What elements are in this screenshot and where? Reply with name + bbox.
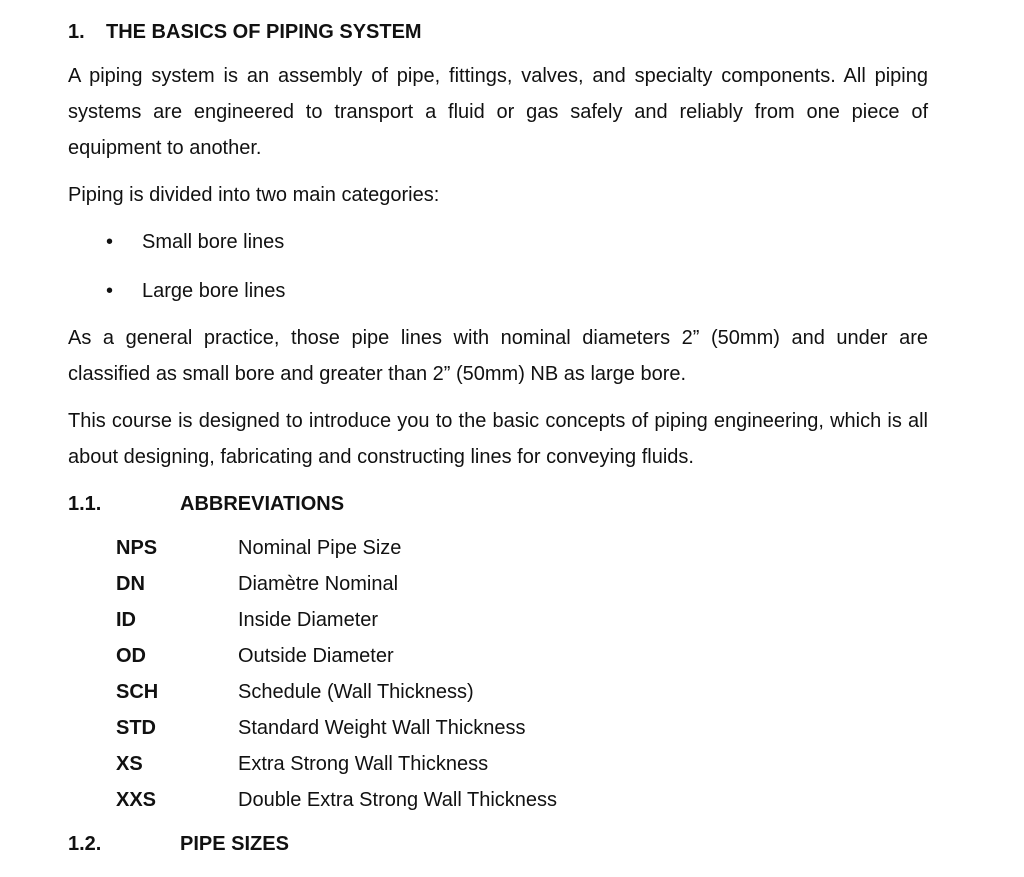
- intro-paragraph: A piping system is an assembly of pipe, fittings, valves, and specialty components. All piping systems are engineered to transport a fluid or gas safely and reliably from one piece of equipment to another.: [68, 65, 928, 159]
- abbreviation-meaning: Nominal Pipe Size: [238, 537, 402, 559]
- list-item: [68, 224, 928, 260]
- abbreviation-code: XS: [116, 753, 143, 775]
- table-row: [116, 746, 557, 782]
- abbreviation-meaning: Extra Strong Wall Thickness: [238, 753, 489, 775]
- table-row: [116, 602, 557, 638]
- abbreviation-meaning: Double Extra Strong Wall Thickness: [238, 789, 558, 811]
- abbreviation-code: DN: [116, 573, 145, 595]
- abbreviation-meaning: Inside Diameter: [238, 609, 379, 631]
- pipe-sizes-heading: [68, 832, 928, 856]
- table-row: [116, 674, 557, 710]
- table-row: [116, 530, 557, 566]
- practice-paragraph: As a general practice, those pipe lines with nominal diameters 2” (50mm) and under are classified as small bore and greater than 2” (50mm) NB as large bore.: [68, 327, 928, 385]
- abbreviation-code: SCH: [116, 681, 159, 703]
- table-row: [116, 710, 557, 746]
- abbreviation-code: STD: [116, 717, 156, 739]
- table-row: [116, 566, 557, 602]
- course-paragraph: This course is designed to introduce you to the basic concepts of piping engineering, which is all about designing, fabricating and constructing lines for conveying fluids.: [68, 410, 928, 468]
- bullet-icon: •: [106, 280, 114, 302]
- abbreviation-meaning: Diamètre Nominal: [238, 573, 399, 595]
- abbreviations-table: [116, 530, 557, 818]
- document-page: [68, 20, 928, 856]
- list-item-label: Large bore lines: [142, 280, 286, 302]
- list-item-label: Small bore lines: [142, 231, 285, 253]
- abbreviation-meaning: Outside Diameter: [238, 645, 394, 667]
- abbreviation-meaning: Standard Weight Wall Thickness: [238, 717, 526, 739]
- abbreviations-heading: [68, 492, 928, 516]
- table-row: [116, 638, 557, 674]
- categories-lead-paragraph: Piping is divided into two main categories:: [68, 184, 440, 206]
- category-list: [68, 224, 928, 309]
- bullet-icon: •: [106, 231, 114, 253]
- abbreviation-code: ID: [116, 609, 136, 631]
- abbreviation-meaning: Schedule (Wall Thickness): [238, 681, 474, 703]
- section-heading: [68, 20, 928, 44]
- pipe-sizes-title: PIPE SIZES: [180, 833, 289, 855]
- pipe-sizes-number: 1.2.: [68, 833, 102, 855]
- section-number: 1.: [68, 21, 85, 43]
- table-row: [116, 782, 557, 818]
- abbreviation-code: NPS: [116, 537, 158, 559]
- abbreviation-code: OD: [116, 645, 146, 667]
- abbreviation-code: XXS: [116, 789, 157, 811]
- section-title: THE BASICS OF PIPING SYSTEM: [106, 21, 422, 43]
- list-item: [68, 273, 928, 309]
- abbreviations-number: 1.1.: [68, 493, 102, 515]
- abbreviations-title: ABBREVIATIONS: [180, 493, 345, 515]
